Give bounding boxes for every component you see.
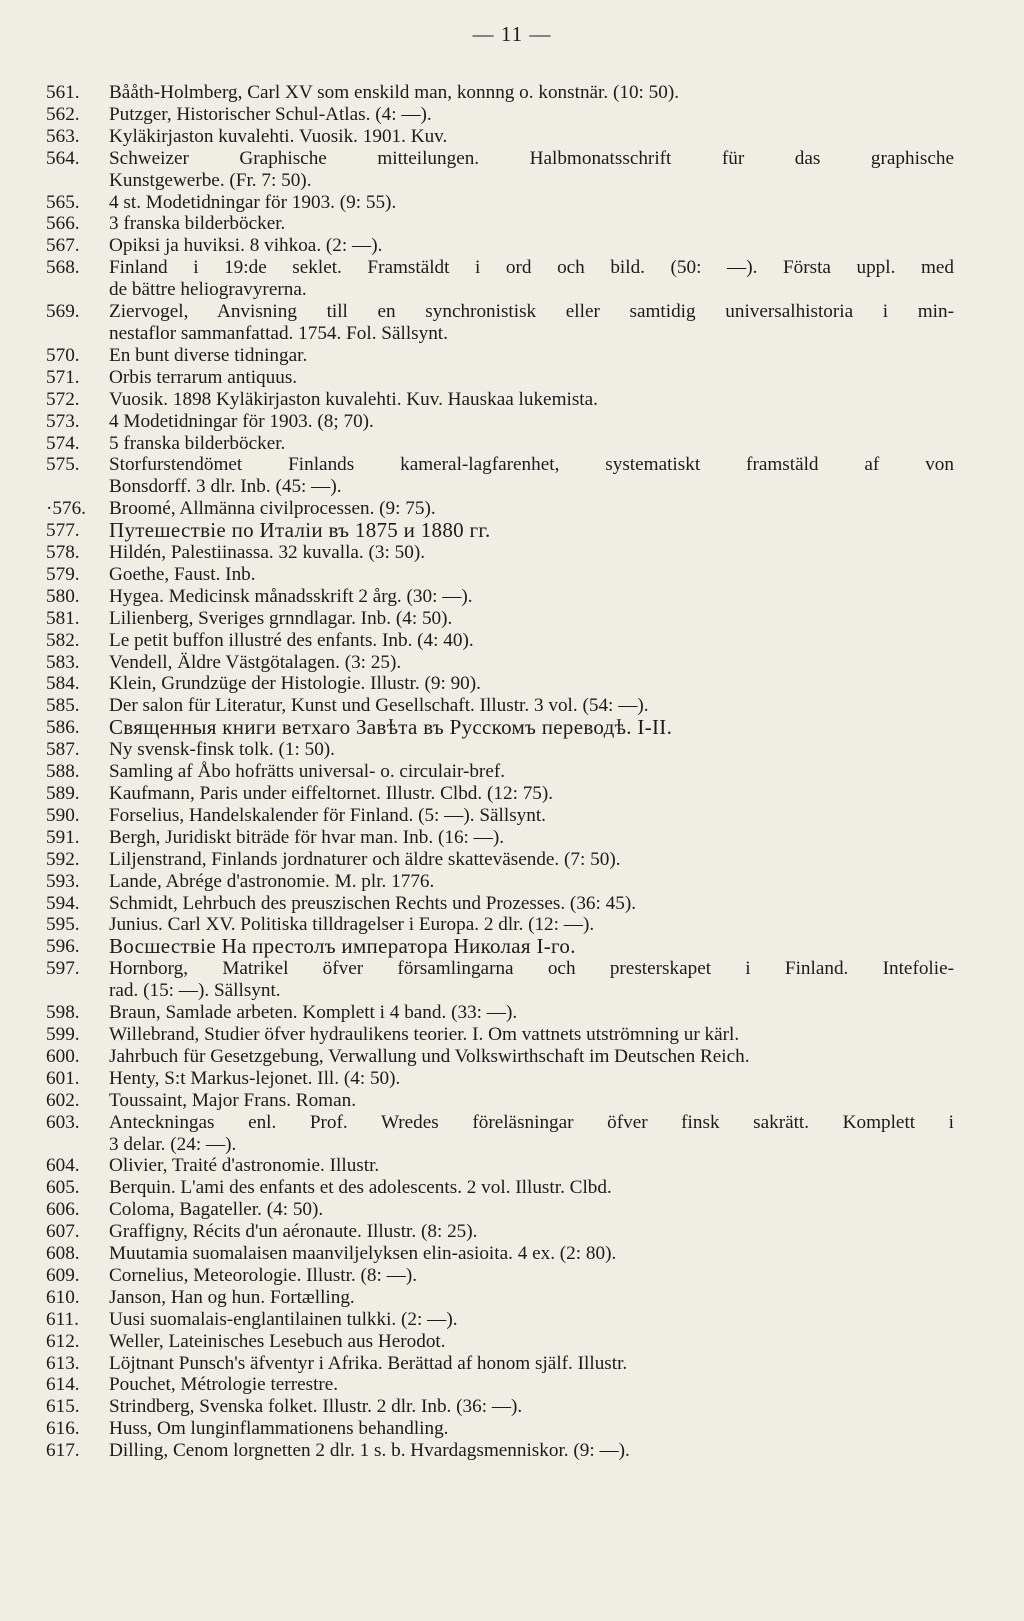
entry-line: 4 st. Modetidningar för 1903. (9: 55).: [109, 191, 397, 213]
entry-line: Junius. Carl XV. Politiska tilldragelser i Europa. 2 dlr. (12: —).: [109, 914, 595, 936]
catalog-entry: [40, 1177, 954, 1199]
entry-line: Hildén, Palestiinassa. 32 kuvalla. (3: 50).: [109, 542, 426, 564]
catalog-entry: [40, 1243, 954, 1265]
entry-text: [109, 914, 954, 936]
entry-line: Coloma, Bagateller. (4: 50).: [109, 1199, 324, 1221]
entry-text: [109, 1353, 954, 1375]
entry-number: 573.: [46, 410, 80, 432]
entry-number: 578.: [46, 542, 80, 564]
entry-line: Goethe, Faust. Inb.: [109, 563, 256, 585]
entry-text: [109, 871, 954, 893]
entry-line: Liljenstrand, Finlands jordnaturer och äldre skatteväsende. (7: 50).: [109, 848, 621, 870]
entry-text: [109, 783, 954, 805]
entry-text: [109, 936, 954, 958]
entry-number: 566.: [46, 213, 80, 235]
entry-line: Henty, S:t Markus-lejonet. Ill. (4: 50).: [109, 1067, 401, 1089]
entry-line: Jahrbuch für Gesetzgebung, Verwallung und Volkswirthschaft im Deutschen Reich.: [109, 1045, 750, 1067]
catalog-entry: [40, 1265, 954, 1287]
entry-number: 563.: [46, 125, 80, 147]
entry-text: [109, 827, 954, 849]
entry-text: [109, 235, 954, 257]
entry-text: [109, 1199, 954, 1221]
catalog-entry: [40, 433, 954, 455]
catalog-entry: [40, 1068, 954, 1090]
entry-text: [109, 586, 954, 608]
catalog-entry: [40, 104, 954, 126]
entry-line: Kunstgewerbe. (Fr. 7: 50).: [109, 169, 312, 191]
entry-text: [109, 958, 954, 1002]
entry-line: Ziervogel, Anvisning till en synchronistisk eller samtidig universalhistoria i min-: [109, 301, 954, 323]
entry-line: Graffigny, Récits d'un aéronaute. Illustr. (8: 25).: [109, 1221, 478, 1243]
entry-text: [109, 411, 954, 433]
catalog-entry: [40, 1199, 954, 1221]
entry-number: 562.: [46, 103, 80, 125]
entry-line: Lilienberg, Sveriges grnndlagar. Inb. (4: 50).: [109, 607, 453, 629]
entry-line: Forselius, Handelskalender för Finland. (5: —). Sällsynt.: [109, 804, 546, 826]
entry-number: 571.: [46, 366, 80, 388]
entry-number: 583.: [46, 651, 80, 673]
entry-line: Le petit buffon illustré des enfants. Inb. (4: 40).: [109, 629, 474, 651]
entry-text: [109, 367, 954, 389]
entry-line: Putzger, Historischer Schul-Atlas. (4: —).: [109, 103, 432, 125]
entry-number: 564.: [46, 147, 80, 169]
catalog-entry: [40, 1002, 954, 1024]
entry-text: [109, 673, 954, 695]
entry-line: Klein, Grundzüge der Histologie. Illustr. (9: 90).: [109, 673, 481, 695]
entry-number: 611.: [46, 1308, 79, 1330]
entry-number: 561.: [46, 82, 80, 103]
catalog-entry: [40, 827, 954, 849]
entry-text: [109, 104, 954, 126]
entry-text: [109, 1155, 954, 1177]
entry-text: [109, 433, 954, 455]
entry-line: Kaufmann, Paris under eiffeltornet. Illustr. Clbd. (12: 75).: [109, 783, 554, 804]
entry-number: 605.: [46, 1177, 80, 1199]
entry-line: Uusi suomalais-englantilainen tulkki. (2: —).: [109, 1308, 458, 1330]
entry-line: Vuosik. 1898 Kyläkirjaston kuvalehti. Kuv. Hauskaa lukemista.: [109, 388, 598, 410]
catalog-entry: [40, 454, 954, 498]
catalog-entry: [40, 695, 954, 717]
catalog-entry: [40, 389, 954, 411]
entry-number: 587.: [46, 739, 80, 761]
entry-text: [109, 630, 954, 652]
entry-number: 580.: [46, 585, 80, 607]
entry-line: Schmidt, Lehrbuch des preuszischen Rechts und Prozesses. (36: 45).: [109, 892, 637, 914]
entry-number: 608.: [46, 1243, 80, 1265]
catalog-entry: [40, 257, 954, 301]
entry-line: Opiksi ja huviksi. 8 vihkoa. (2: —).: [109, 235, 383, 257]
entry-text: [109, 1177, 954, 1199]
catalog-entry: [40, 893, 954, 915]
entry-line: Hygea. Medicinsk månadsskrift 2 årg. (30: —).: [109, 585, 473, 607]
page-number: — 11 —: [472, 22, 552, 46]
entry-line: Путешествіе по Италіи въ 1875 и 1880 гг.: [109, 518, 491, 543]
entry-text: [109, 454, 954, 498]
entry-line: Bååth-Holmberg, Carl XV som enskild man, konnng o. konstnär. (10: 50).: [109, 82, 680, 103]
entry-line: En bunt diverse tidningar.: [109, 344, 308, 366]
entry-number: 569.: [46, 301, 80, 323]
entry-text: [109, 717, 954, 739]
entry-line: Finland i 19:de seklet. Framstäldt i ord och bild. (50: —). Första uppl. med: [109, 257, 954, 279]
entry-line: Samling af Åbo hofrätts universal- o. circulair-bref.: [109, 761, 506, 783]
entry-number: 600.: [46, 1045, 80, 1067]
entry-line: Willebrand, Studier öfver hydraulikens teorier. I. Om vattnets utströmning ur kärl.: [109, 1023, 740, 1045]
entry-number: 579.: [46, 563, 80, 585]
entry-text: [109, 1046, 954, 1068]
entry-line: Bergh, Juridiskt biträde för hvar man. Inb. (16: —).: [109, 826, 505, 848]
catalog-entry: [40, 1353, 954, 1375]
entry-number: 616.: [46, 1418, 80, 1440]
entry-line: Toussaint, Major Frans. Roman.: [109, 1089, 357, 1111]
catalog-entry: [40, 1112, 954, 1156]
catalog-entry: [40, 652, 954, 674]
entry-text: [109, 192, 954, 214]
catalog-entry: [40, 192, 954, 214]
catalog-entry: [40, 1046, 954, 1068]
catalog-entry: [40, 564, 954, 586]
entry-text: [109, 564, 954, 586]
entry-number: 585.: [46, 695, 80, 717]
entry-number: 615.: [46, 1396, 80, 1418]
entry-number: 581.: [46, 607, 80, 629]
catalog-entry: [40, 586, 954, 608]
entry-number: 588.: [46, 761, 80, 783]
entry-text: [109, 345, 954, 367]
entry-text: [109, 1090, 954, 1112]
catalog-entry: [40, 783, 954, 805]
entry-line: Muutamia suomalaisen maanviljelyksen elin-asioita. 4 ex. (2: 80).: [109, 1243, 617, 1265]
entry-line: Löjtnant Punsch's äfventyr i Afrika. Berättad af honom själf. Illustr.: [109, 1352, 628, 1374]
entry-number: 586.: [46, 717, 80, 739]
catalog-entry: [40, 235, 954, 257]
catalog-entry: [40, 1287, 954, 1309]
entry-number: ·576.: [46, 498, 86, 520]
entry-text: [109, 608, 954, 630]
entry-line: nestaflor sammanfattad. 1754. Fol. Sällsynt.: [109, 322, 448, 344]
entry-number: 567.: [46, 235, 80, 257]
entry-text: [109, 761, 954, 783]
entry-number: 574.: [46, 432, 80, 454]
entry-number: 599.: [46, 1023, 80, 1045]
entry-line: Anteckningas enl. Prof. Wredes föreläsningar öfver finsk sakrätt. Komplett i: [109, 1111, 954, 1133]
catalog-entries: [40, 82, 954, 1462]
entry-line: 4 Modetidningar för 1903. (8; 70).: [109, 410, 374, 432]
entry-text: [109, 1418, 954, 1440]
entry-number: 575.: [46, 454, 80, 476]
catalog-entry: [40, 520, 954, 542]
catalog-entry: [40, 1374, 954, 1396]
entry-number: 577.: [46, 520, 80, 542]
entry-line: Der salon für Literatur, Kunst und Gesellschaft. Illustr. 3 vol. (54: —).: [109, 695, 649, 717]
catalog-entry: [40, 936, 954, 958]
entry-line: de bättre heliogravyrerna.: [109, 279, 307, 301]
entry-line: Восшествіе На престолъ императора Николая I-го.: [109, 934, 576, 959]
entry-text: [109, 1002, 954, 1024]
entry-text: [109, 695, 954, 717]
entry-line: Священныя книги ветхаго Завѣта въ Русскомъ переводѣ. I-II.: [109, 715, 673, 740]
entry-number: 596.: [46, 936, 80, 958]
catalog-entry: [40, 1418, 954, 1440]
catalog-entry: [40, 1440, 954, 1462]
catalog-entry: [40, 82, 954, 104]
entry-text: [109, 1374, 954, 1396]
entry-number: 601.: [46, 1067, 80, 1089]
catalog-entry: [40, 761, 954, 783]
entry-text: [109, 1265, 954, 1287]
entry-line: Pouchet, Métrologie terrestre.: [109, 1374, 339, 1396]
entry-text: [109, 739, 954, 761]
entry-text: [109, 520, 954, 542]
catalog-entry: [40, 367, 954, 389]
entry-line: 5 franska bilderböcker.: [109, 432, 286, 454]
catalog-entry: [40, 411, 954, 433]
entry-line: Weller, Lateinisches Lesebuch aus Herodot.: [109, 1330, 446, 1352]
entry-text: [109, 1243, 954, 1265]
entry-line: Braun, Samlade arbeten. Komplett i 4 band. (33: —).: [109, 1002, 518, 1024]
entry-number: 572.: [46, 388, 80, 410]
entry-text: [109, 82, 954, 104]
entry-number: 598.: [46, 1002, 80, 1024]
entry-number: 565.: [46, 191, 80, 213]
entry-number: 595.: [46, 914, 80, 936]
entry-line: Lande, Abrége d'astronomie. M. plr. 1776.: [109, 870, 435, 892]
catalog-entry: [40, 1221, 954, 1243]
catalog-entry: [40, 630, 954, 652]
entry-text: [109, 148, 954, 192]
entry-text: [109, 213, 954, 235]
entry-line: Cornelius, Meteorologie. Illustr. (8: —).: [109, 1264, 418, 1286]
entry-text: [109, 1068, 954, 1090]
entry-number: 613.: [46, 1352, 80, 1374]
entry-text: [109, 893, 954, 915]
entry-number: 606.: [46, 1199, 80, 1221]
entry-line: Huss, Om lunginflammationens behandling.: [109, 1418, 449, 1440]
entry-number: 584.: [46, 673, 80, 695]
entry-number: 594.: [46, 892, 80, 914]
entry-number: 589.: [46, 783, 80, 804]
entry-number: 582.: [46, 629, 80, 651]
entry-line: Janson, Han og hun. Fortælling.: [109, 1286, 355, 1308]
catalog-entry: [40, 958, 954, 1002]
entry-number: 570.: [46, 344, 80, 366]
catalog-entry: [40, 126, 954, 148]
entry-line: Bonsdorff. 3 dlr. Inb. (45: —).: [109, 476, 342, 498]
entry-text: [109, 389, 954, 411]
entry-text: [109, 1396, 954, 1418]
catalog-entry: [40, 849, 954, 871]
entry-line: Dilling, Cenom lorgnetten 2 dlr. 1 s. b. Hvardagsmenniskor. (9: —).: [109, 1440, 630, 1462]
entry-number: 593.: [46, 870, 80, 892]
entry-text: [109, 542, 954, 564]
catalog-entry: [40, 739, 954, 761]
entry-line: Olivier, Traité d'astronomie. Illustr.: [109, 1155, 380, 1177]
entry-number: 591.: [46, 826, 80, 848]
entry-number: 612.: [46, 1330, 80, 1352]
catalog-entry: [40, 1331, 954, 1353]
entry-text: [109, 301, 954, 345]
catalog-entry: [40, 1024, 954, 1046]
entry-number: 597.: [46, 958, 80, 980]
entry-text: [109, 1309, 954, 1331]
catalog-entry: [40, 673, 954, 695]
catalog-entry: [40, 148, 954, 192]
entry-line: Berquin. L'ami des enfants et des adolescents. 2 vol. Illustr. Clbd.: [109, 1177, 612, 1199]
catalog-entry: [40, 1090, 954, 1112]
entry-text: [109, 1287, 954, 1309]
entry-text: [109, 652, 954, 674]
entry-text: [109, 1024, 954, 1046]
entry-number: 592.: [46, 848, 80, 870]
entry-line: Kyläkirjaston kuvalehti. Vuosik. 1901. Kuv.: [109, 125, 448, 147]
entry-number: 590.: [46, 804, 80, 826]
entry-text: [109, 1331, 954, 1353]
entry-text: [109, 1112, 954, 1156]
catalog-entry: [40, 717, 954, 739]
entry-text: [109, 849, 954, 871]
entry-text: [109, 805, 954, 827]
entry-line: Hornborg, Matrikel öfver församlingarna och presterskapet i Finland. Intefolie-: [109, 958, 954, 980]
catalog-entry: [40, 542, 954, 564]
entry-number: 617.: [46, 1440, 80, 1462]
entry-text: [109, 1221, 954, 1243]
entry-line: 3 franska bilderböcker.: [109, 213, 286, 235]
entry-line: Schweizer Graphische mitteilungen. Halbmonatsschrift für das graphische: [109, 147, 954, 169]
entry-text: [109, 257, 954, 301]
catalog-entry: [40, 345, 954, 367]
catalog-entry: [40, 1309, 954, 1331]
entry-number: 610.: [46, 1286, 80, 1308]
entry-text: [109, 498, 954, 520]
entry-line: Broomé, Allmänna civilprocessen. (9: 75).: [109, 498, 436, 520]
entry-line: Storfurstendömet Finlands kameral-lagfarenhet, systematiskt framstäld af von: [109, 454, 954, 476]
entry-line: Vendell, Äldre Västgötalagen. (3: 25).: [109, 651, 402, 673]
catalog-entry: [40, 1155, 954, 1177]
catalog-entry: [40, 1396, 954, 1418]
entry-number: 603.: [46, 1111, 80, 1133]
entry-number: 609.: [46, 1264, 80, 1286]
catalog-entry: [40, 914, 954, 936]
entry-text: [109, 1440, 954, 1462]
catalog-entry: [40, 608, 954, 630]
entry-number: 604.: [46, 1155, 80, 1177]
entry-line: rad. (15: —). Sällsynt.: [109, 980, 281, 1002]
entry-line: Strindberg, Svenska folket. Illustr. 2 dlr. Inb. (36: —).: [109, 1396, 523, 1418]
entry-line: 3 delar. (24: —).: [109, 1133, 237, 1155]
catalog-entry: [40, 805, 954, 827]
catalog-entry: [40, 301, 954, 345]
entry-number: 602.: [46, 1089, 80, 1111]
entry-text: [109, 126, 954, 148]
catalog-entry: [40, 213, 954, 235]
catalog-entry: [40, 498, 954, 520]
entry-line: Ny svensk-finsk tolk. (1: 50).: [109, 739, 335, 761]
entry-number: 607.: [46, 1221, 80, 1243]
entry-line: Orbis terrarum antiquus.: [109, 366, 298, 388]
entry-number: 614.: [46, 1374, 80, 1396]
catalog-entry: [40, 871, 954, 893]
entry-number: 568.: [46, 257, 80, 279]
